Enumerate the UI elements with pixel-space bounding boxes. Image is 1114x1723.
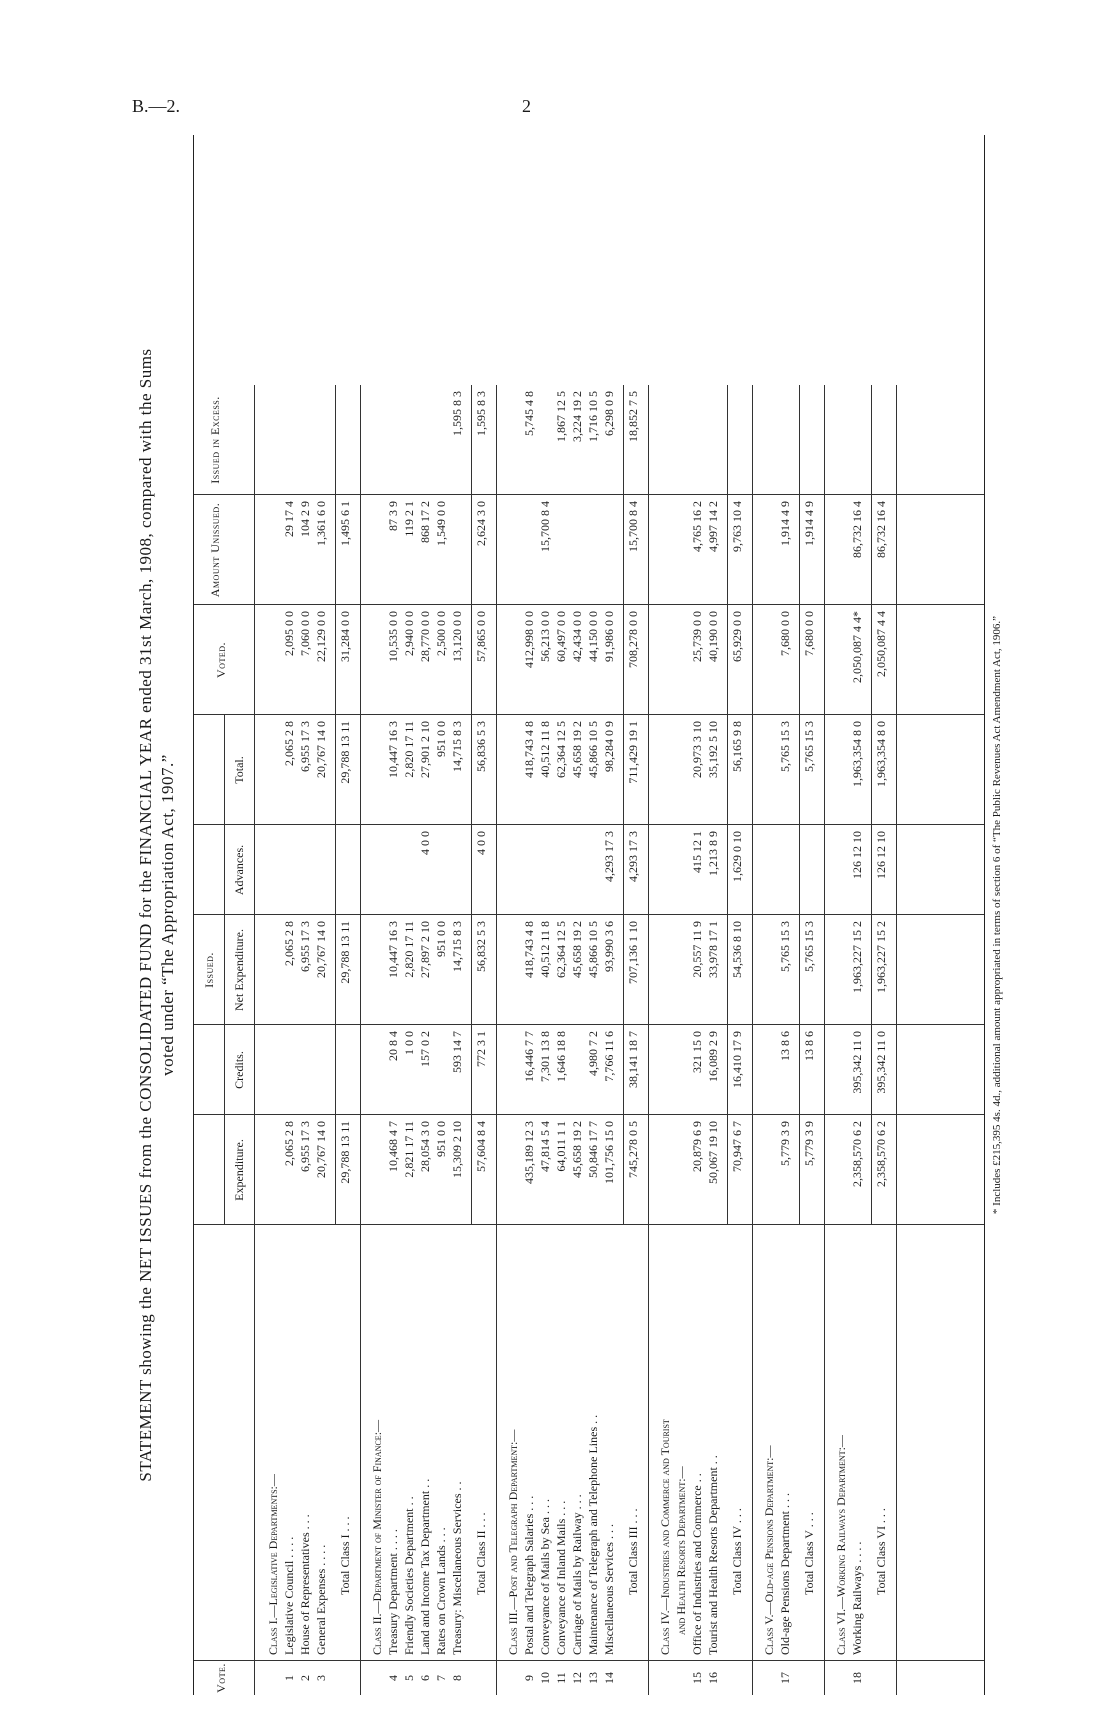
amount-cred: 4,980 7 2 <box>586 1031 600 1076</box>
amount-cred: 1 0 0 <box>402 1031 416 1055</box>
rotated-statement <box>135 135 1015 1695</box>
amount-voted: 91,986 0 0 <box>602 611 616 662</box>
amount-excess: 18,852 7 5 <box>626 391 640 442</box>
amount-net: 93,990 3 6 <box>602 921 616 972</box>
amount-exp: 2,821 17 11 <box>402 1121 416 1178</box>
amount-tot: 98,284 0 9 <box>602 721 616 772</box>
amount-cred: 38,141 18 7 <box>626 1031 640 1088</box>
amount-exp: 2,358,570 6 2 <box>874 1121 888 1187</box>
row-label: Treasury: Miscellaneous Services . . <box>450 1481 464 1655</box>
section-rule <box>824 385 825 1695</box>
amount-unissued: 29 17 4 <box>282 501 296 537</box>
amount-voted: 40,190 0 0 <box>706 611 720 662</box>
amount-unissued: 1,495 6 1 <box>338 501 352 546</box>
amount-exp: 50,846 17 7 <box>586 1121 600 1178</box>
amount-cred: 16,410 17 9 <box>730 1031 744 1088</box>
amount-tot: 45,658 19 2 <box>570 721 584 778</box>
class-heading: Class IV.—Industries and Commerce and Tourist <box>658 1419 672 1655</box>
amount-voted: 13,120 0 0 <box>450 611 464 662</box>
col-divider <box>194 604 984 605</box>
amount-excess: 1,716 10 5 <box>586 391 600 442</box>
section-rule <box>896 385 897 1695</box>
amount-cred: 13 8 6 <box>778 1031 792 1061</box>
amount-net: 40,512 11 8 <box>538 921 552 978</box>
header-issued-in-excess: Issued in Excess. <box>208 396 222 484</box>
amount-net: 6,955 17 3 <box>298 921 312 972</box>
amount-voted: 2,050,087 4 4 <box>874 611 888 677</box>
amount-exp: 15,309 2 10 <box>450 1121 464 1178</box>
amount-adv: 1,213 8 9 <box>706 831 720 876</box>
amount-cred: 395,342 11 0 <box>874 1031 888 1094</box>
amount-tot: 35,192 5 10 <box>706 721 720 778</box>
vote-number: 13 <box>586 1672 600 1684</box>
amount-voted: 57,865 0 0 <box>474 611 488 662</box>
amount-net: 27,897 2 10 <box>418 921 432 978</box>
amount-tot: 10,447 16 3 <box>386 721 400 778</box>
row-label: House of Representatives . . . <box>298 1514 312 1655</box>
total-rule <box>799 385 800 1225</box>
amount-exp: 20,767 14 0 <box>314 1121 328 1178</box>
vote-number: 5 <box>402 1675 416 1681</box>
row-label: Conveyance of Mails by Sea . . . <box>538 1499 552 1655</box>
amount-excess: 1,595 8 3 <box>450 391 464 436</box>
amount-adv: 4,293 17 3 <box>602 831 616 882</box>
total-label: Total Class IV . . . <box>730 1508 744 1595</box>
amount-excess: 6,298 0 9 <box>602 391 616 436</box>
section-rule <box>360 385 361 1695</box>
amount-exp: 20,879 6 9 <box>690 1121 704 1172</box>
title-line-2: voted under “The Appropriation Act, 1907.” <box>158 754 177 1076</box>
vote-number: 9 <box>522 1675 536 1681</box>
row-label: Friendly Societies Department . . <box>402 1496 416 1655</box>
amount-adv: 1,629 0 10 <box>730 831 744 882</box>
amount-tot: 27,901 2 10 <box>418 721 432 778</box>
total-rule <box>623 385 624 1225</box>
amount-tot: 5,765 15 3 <box>802 721 816 772</box>
header-net-expenditure: Net Expenditure. <box>232 929 246 1011</box>
vote-number: 14 <box>602 1672 616 1684</box>
amount-voted: 7,060 0 0 <box>298 611 312 656</box>
amount-exp: 70,947 6 7 <box>730 1121 744 1172</box>
amount-tot: 418,743 4 8 <box>522 721 536 778</box>
amount-unissued: 1,914 4 9 <box>778 501 792 546</box>
amount-unissued: 2,624 3 0 <box>474 501 488 546</box>
amount-unissued: 4,997 14 2 <box>706 501 720 552</box>
amount-cred: 772 3 1 <box>474 1031 488 1067</box>
amount-voted: 25,739 0 0 <box>690 611 704 662</box>
total-label: Total Class II . . . <box>474 1512 488 1595</box>
title-line-1: STATEMENT showing the NET ISSUES from the CONSOLIDATED FUND for the FINANCIAL YEAR ended 31st March, 1908, compared with the Sums <box>136 348 155 1482</box>
amount-tot: 56,836 5 3 <box>474 721 488 772</box>
amount-unissued: 1,549 0 0 <box>434 501 448 546</box>
vote-number: 2 <box>298 1675 312 1681</box>
total-label: Total Class VI . . . <box>874 1508 888 1595</box>
amount-tot: 951 0 0 <box>434 721 448 757</box>
amount-unissued: 868 17 2 <box>418 501 432 543</box>
header-total: Total. <box>232 756 246 784</box>
header-credits: Credits. <box>232 1051 246 1089</box>
amount-cred: 395,342 11 0 <box>850 1031 864 1094</box>
vote-number: 7 <box>434 1675 448 1681</box>
amount-excess: 3,224 19 2 <box>570 391 584 442</box>
amount-cred: 157 0 2 <box>418 1031 432 1067</box>
amount-tot: 40,512 11 8 <box>538 721 552 778</box>
header-amount-unissued: Amount Unissued. <box>208 502 222 598</box>
total-label: Total Class III . . . <box>626 1508 640 1595</box>
amount-net: 2,820 17 11 <box>402 921 416 978</box>
amount-cred: 13 8 6 <box>802 1031 816 1061</box>
amount-exp: 29,788 13 11 <box>338 1121 352 1184</box>
amount-adv: 126 12 10 <box>850 831 864 879</box>
amount-tot: 2,820 17 11 <box>402 721 416 778</box>
amount-exp: 45,658 19 2 <box>570 1121 584 1178</box>
amount-exp: 47,814 5 4 <box>538 1121 552 1172</box>
row-label: Conveyance of Inland Mails . . . <box>554 1500 568 1655</box>
amount-adv: 415 12 1 <box>690 831 704 873</box>
row-label: Office of Industries and Commerce . . <box>690 1473 704 1655</box>
amount-voted: 60,497 0 0 <box>554 611 568 662</box>
row-label: Miscellaneous Services . . . <box>602 1524 616 1655</box>
amount-adv: 126 12 10 <box>874 831 888 879</box>
row-label: General Expenses . . . . <box>314 1544 328 1655</box>
amount-voted: 7,680 0 0 <box>778 611 792 656</box>
amount-voted: 10,535 0 0 <box>386 611 400 662</box>
amount-adv: 4,293 17 3 <box>626 831 640 882</box>
vote-number: 15 <box>690 1672 704 1684</box>
amount-voted: 28,770 0 0 <box>418 611 432 662</box>
amount-voted: 22,129 0 0 <box>314 611 328 662</box>
class-heading: Class II.—Department of Minister of Finance:— <box>370 1419 384 1655</box>
amount-net: 20,767 14 0 <box>314 921 328 978</box>
header-rule <box>254 385 255 1695</box>
statement-title <box>135 135 179 1695</box>
row-label: Carriage of Mails by Railway . . . <box>570 1494 584 1655</box>
amount-net: 29,788 13 11 <box>338 921 352 984</box>
total-label: Total Class I . . . <box>338 1516 352 1595</box>
amount-excess: 1,867 12 5 <box>554 391 568 442</box>
amount-tot: 20,973 3 10 <box>690 721 704 778</box>
row-label: Rates on Crown Lands . . . <box>434 1527 448 1655</box>
row-label: Tourist and Health Resorts Department . . <box>706 1455 720 1655</box>
row-label: Working Railways . . . . <box>850 1541 864 1655</box>
amount-unissued: 86,732 16 4 <box>874 501 888 558</box>
amount-unissued: 119 2 1 <box>402 501 416 537</box>
amount-cred: 1,646 18 8 <box>554 1031 568 1082</box>
amount-tot: 1,963,354 8 0 <box>850 721 864 787</box>
amount-exp: 50,067 19 10 <box>706 1121 720 1184</box>
class-heading: Class I.—Legislative Departments:— <box>266 1474 280 1655</box>
amount-unissued: 4,765 16 2 <box>690 501 704 552</box>
amount-exp: 2,358,570 6 2 <box>850 1121 864 1187</box>
amount-unissued: 15,700 8 4 <box>626 501 640 552</box>
section-rule <box>496 385 497 1695</box>
total-rule <box>727 385 728 1225</box>
amount-unissued: 104 2 9 <box>298 501 312 537</box>
amount-exp: 6,955 17 3 <box>298 1121 312 1172</box>
header-expenditure: Expenditure. <box>232 1139 246 1201</box>
amount-tot: 20,767 14 0 <box>314 721 328 778</box>
amount-net: 5,765 15 3 <box>802 921 816 972</box>
vote-number: 11 <box>554 1672 568 1684</box>
amount-unissued: 9,763 10 4 <box>730 501 744 552</box>
page-number: 2 <box>522 96 531 116</box>
row-label: Postal and Telegraph Salaries . . . <box>522 1495 536 1655</box>
footnote: * Includes £215,395 4s. 4d., additional amount appropriated in terms of section 6 of “The Public Revenues Act Amendment Act, 1906.” <box>991 615 1003 1215</box>
amount-cred: 20 8 4 <box>386 1031 400 1061</box>
amount-voted: 2,940 0 0 <box>402 611 416 656</box>
header-voted: Voted. <box>214 642 228 678</box>
amount-net: 951 0 0 <box>434 921 448 957</box>
amount-tot: 45,866 10 5 <box>586 721 600 778</box>
amount-net: 1,963,227 15 2 <box>874 921 888 993</box>
amount-tot: 62,364 12 5 <box>554 721 568 778</box>
class-heading: Class III.—Post and Telegraph Department:— <box>506 1429 520 1655</box>
amount-cred: 16,089 2 9 <box>706 1031 720 1082</box>
amount-net: 54,536 8 10 <box>730 921 744 978</box>
vote-number: 18 <box>850 1672 864 1684</box>
amount-voted: 2,050,087 4 4* <box>850 611 864 683</box>
total-rule <box>471 385 472 1225</box>
amount-exp: 2,065 2 8 <box>282 1121 296 1166</box>
amount-net: 45,866 10 5 <box>586 921 600 978</box>
amount-tot: 56,165 9 8 <box>730 721 744 772</box>
issued-underline <box>224 715 225 1225</box>
row-label: Legislative Council . . . . <box>282 1536 296 1655</box>
amount-tot: 711,429 19 1 <box>626 721 640 784</box>
vote-number: 17 <box>778 1672 792 1684</box>
row-label: Treasury Department . . . . <box>386 1529 400 1655</box>
amount-exp: 10,468 4 7 <box>386 1121 400 1172</box>
row-label: Maintenance of Telegraph and Telephone Lines . . <box>586 1414 600 1655</box>
amount-net: 56,832 5 3 <box>474 921 488 972</box>
section-rule <box>648 385 649 1695</box>
vote-number: 6 <box>418 1675 432 1681</box>
amount-net: 2,065 2 8 <box>282 921 296 966</box>
amount-voted: 44,150 0 0 <box>586 611 600 662</box>
total-rule <box>335 385 336 1225</box>
amount-voted: 2,500 0 0 <box>434 611 448 656</box>
amount-tot: 5,765 15 3 <box>778 721 792 772</box>
amount-voted: 2,095 0 0 <box>282 611 296 656</box>
vote-number: 8 <box>450 1675 464 1681</box>
amount-exp: 951 0 0 <box>434 1121 448 1157</box>
amount-tot: 29,788 13 11 <box>338 721 352 784</box>
amount-exp: 64,011 1 1 <box>554 1121 568 1172</box>
vote-number: 4 <box>386 1675 400 1681</box>
amount-voted: 56,213 0 0 <box>538 611 552 662</box>
amount-exp: 435,189 12 3 <box>522 1121 536 1184</box>
amount-exp: 745,278 0 5 <box>626 1121 640 1178</box>
class-heading: Class V.—Old-age Pensions Department:— <box>762 1445 776 1655</box>
amount-cred: 7,766 11 6 <box>602 1031 616 1082</box>
amount-voted: 42,434 0 0 <box>570 611 584 662</box>
amount-tot: 2,065 2 8 <box>282 721 296 766</box>
vote-number: 3 <box>314 1675 328 1681</box>
amount-excess: 5,745 4 8 <box>522 391 536 436</box>
amount-voted: 708,278 0 0 <box>626 611 640 668</box>
amount-adv: 4 0 0 <box>418 831 432 855</box>
amount-net: 707,136 1 10 <box>626 921 640 984</box>
amount-net: 5,765 15 3 <box>778 921 792 972</box>
amount-unissued: 1,361 6 0 <box>314 501 328 546</box>
header-issued: Issued. <box>202 952 216 988</box>
amount-net: 14,715 8 3 <box>450 921 464 972</box>
amount-net: 45,658 19 2 <box>570 921 584 978</box>
amount-net: 20,557 11 9 <box>690 921 704 978</box>
class-heading-continued: and Health Resorts Department:— <box>674 1466 688 1635</box>
total-label: Total Class V . . . <box>802 1512 816 1595</box>
amount-cred: 7,301 13 8 <box>538 1031 552 1082</box>
row-label: Land and Income Tax Department . . <box>418 1478 432 1655</box>
row-label: Old-age Pensions Department . . . <box>778 1493 792 1655</box>
header-vote: Vote. <box>214 1663 228 1693</box>
amount-net: 1,963,227 15 2 <box>850 921 864 993</box>
amount-unissued: 87 3 9 <box>386 501 400 531</box>
amount-unissued: 86,732 16 4 <box>850 501 864 558</box>
amount-cred: 593 14 7 <box>450 1031 464 1073</box>
section-rule <box>752 385 753 1695</box>
amount-tot: 1,963,354 8 0 <box>874 721 888 787</box>
amount-net: 33,978 17 1 <box>706 921 720 978</box>
amount-cred: 321 15 0 <box>690 1031 704 1073</box>
total-rule <box>871 385 872 1225</box>
vote-number: 10 <box>538 1672 552 1684</box>
amount-net: 418,743 4 8 <box>522 921 536 978</box>
amount-net: 62,364 12 5 <box>554 921 568 978</box>
amount-voted: 412,998 0 0 <box>522 611 536 668</box>
vote-number: 1 <box>282 1675 296 1681</box>
amount-adv: 4 0 0 <box>474 831 488 855</box>
class-heading: Class VI.—Working Railways Department:— <box>834 1435 848 1655</box>
amount-unissued: 15,700 8 4 <box>538 501 552 552</box>
amount-tot: 6,955 17 3 <box>298 721 312 772</box>
amount-exp: 5,779 3 9 <box>802 1121 816 1166</box>
vote-number: 16 <box>706 1672 720 1684</box>
vote-number: 12 <box>570 1672 584 1684</box>
amount-tot: 14,715 8 3 <box>450 721 464 772</box>
amount-exp: 57,604 8 4 <box>474 1121 488 1172</box>
page-reference: B.—2. <box>132 96 181 116</box>
amount-unissued: 1,914 4 9 <box>802 501 816 546</box>
amount-exp: 28,054 3 0 <box>418 1121 432 1172</box>
amount-net: 10,447 16 3 <box>386 921 400 978</box>
amount-excess: 1,595 8 3 <box>474 391 488 436</box>
statement-table <box>193 135 985 1695</box>
amount-cred: 16,446 7 7 <box>522 1031 536 1082</box>
amount-voted: 31,284 0 0 <box>338 611 352 662</box>
amount-voted: 7,680 0 0 <box>802 611 816 656</box>
header-advances: Advances. <box>232 844 246 896</box>
amount-voted: 65,929 0 0 <box>730 611 744 662</box>
col-divider <box>194 914 984 915</box>
amount-exp: 101,756 15 0 <box>602 1121 616 1184</box>
amount-exp: 5,779 3 9 <box>778 1121 792 1166</box>
